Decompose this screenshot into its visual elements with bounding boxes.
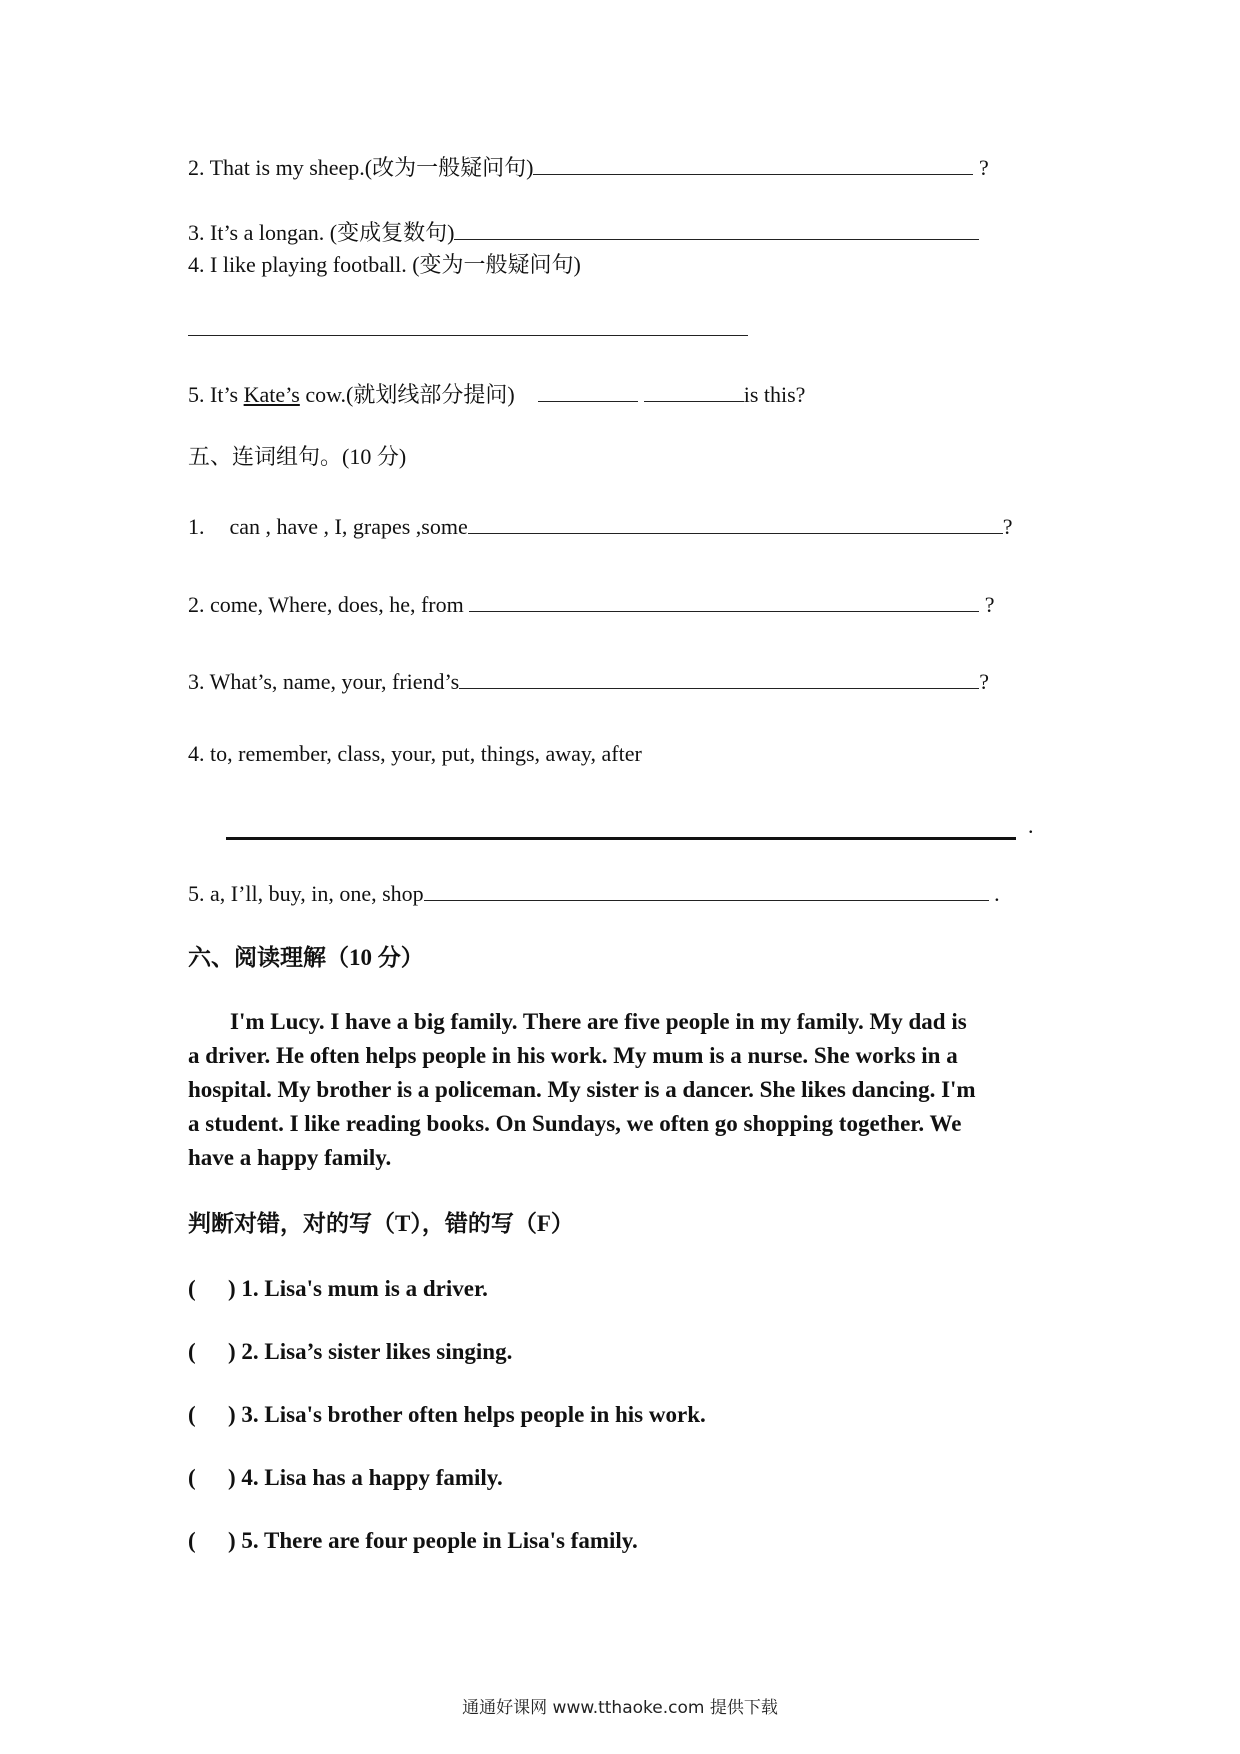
reading-passage	[188, 1005, 1068, 1175]
section-5-heading: 五、连词组句。(10 分)	[188, 444, 407, 469]
question-text: 2. come, Where, does, he, from	[188, 592, 464, 617]
question-4-4	[188, 251, 581, 279]
question-5-4	[188, 740, 642, 768]
question-5-1	[188, 513, 1013, 541]
question-number: 1.	[188, 514, 205, 539]
question-text: 3. It’s a longan. (变成复数句)	[188, 220, 455, 245]
answer-line[interactable]	[226, 837, 1016, 840]
question-5-4-end: .	[1028, 813, 1034, 838]
question-end-mark: ?	[979, 669, 989, 694]
passage-line: I'm Lucy. I have a big family. There are five people in my family. My dad is	[230, 1009, 967, 1034]
true-false-instruction: 判断对错，对的写（T），错的写（F）	[188, 1211, 574, 1236]
answer-paren[interactable]: (	[188, 1402, 196, 1427]
question-text: 3. What’s, name, your, friend’s	[188, 669, 460, 694]
question-5-2	[188, 591, 995, 619]
tf-item-text: ) 4. Lisa has a happy family.	[228, 1465, 503, 1490]
answer-blank[interactable]	[424, 880, 989, 901]
question-4-5	[188, 381, 805, 409]
answer-paren[interactable]: (	[188, 1465, 196, 1490]
tf-item	[188, 1338, 512, 1366]
question-end-mark: ?	[1002, 514, 1013, 539]
answer-blank[interactable]	[469, 591, 979, 612]
answer-blank[interactable]	[454, 219, 979, 240]
question-text: 4. to, remember, class, your, put, things, away, after	[188, 741, 642, 766]
section-6-heading: 六、阅读理解（10 分）	[188, 945, 424, 970]
page-footer: 通通好课网 www.tthaoke.com 提供下载	[462, 1698, 778, 1718]
question-end-mark: ?	[984, 592, 995, 617]
passage-line: hospital. My brother is a policeman. My sister is a dancer. She likes dancing. I'm	[188, 1077, 976, 1102]
tf-item-text: ) 1. Lisa's mum is a driver.	[228, 1276, 488, 1301]
answer-paren[interactable]: (	[188, 1339, 196, 1364]
tf-item	[188, 1401, 706, 1429]
question-4-3	[188, 219, 979, 247]
answer-blank-1[interactable]	[538, 381, 638, 402]
passage-line: have a happy family.	[188, 1145, 392, 1170]
question-prefix: 5. It’s	[188, 382, 244, 407]
passage-line: a student. I like reading books. On Sundays, we often go shopping together. We	[188, 1111, 962, 1136]
question-text: 5. a, I’ll, buy, in, one, shop	[188, 881, 424, 906]
answer-blank[interactable]	[459, 668, 979, 689]
answer-paren[interactable]: (	[188, 1528, 196, 1553]
question-suffix: cow.(就划线部分提问)	[299, 382, 515, 407]
passage-line: a driver. He often helps people in his work. My mum is a nurse. She works in a	[188, 1043, 958, 1068]
question-words: can , have , I, grapes ,some	[229, 514, 468, 539]
answer-blank-2[interactable]	[644, 381, 744, 402]
question-4-4-answer-line[interactable]	[188, 315, 748, 343]
tf-item	[188, 1275, 488, 1303]
question-text: 2. That is my sheep.(改为一般疑问句)	[188, 155, 534, 180]
question-end-mark: ?	[978, 155, 989, 180]
tf-item-text: ) 2. Lisa’s sister likes singing.	[228, 1339, 513, 1364]
answer-blank[interactable]	[468, 513, 1003, 534]
underlined-word: Kate’s	[243, 382, 300, 407]
tf-item	[188, 1527, 638, 1555]
tf-item-text: ) 3. Lisa's brother often helps people in his work.	[228, 1402, 706, 1427]
question-5-5	[188, 880, 1000, 908]
question-5-3	[188, 668, 989, 696]
tf-item-text: ) 5. There are four people in Lisa's family.	[228, 1528, 638, 1553]
question-end-mark: .	[994, 881, 1000, 906]
question-text: 4. I like playing football. (变为一般疑问句)	[188, 252, 581, 277]
question-4-2	[188, 154, 989, 182]
answer-blank[interactable]	[188, 315, 748, 336]
question-end: is this?	[743, 382, 806, 407]
tf-item	[188, 1464, 503, 1492]
answer-blank[interactable]	[533, 154, 973, 175]
answer-paren[interactable]: (	[188, 1276, 196, 1301]
